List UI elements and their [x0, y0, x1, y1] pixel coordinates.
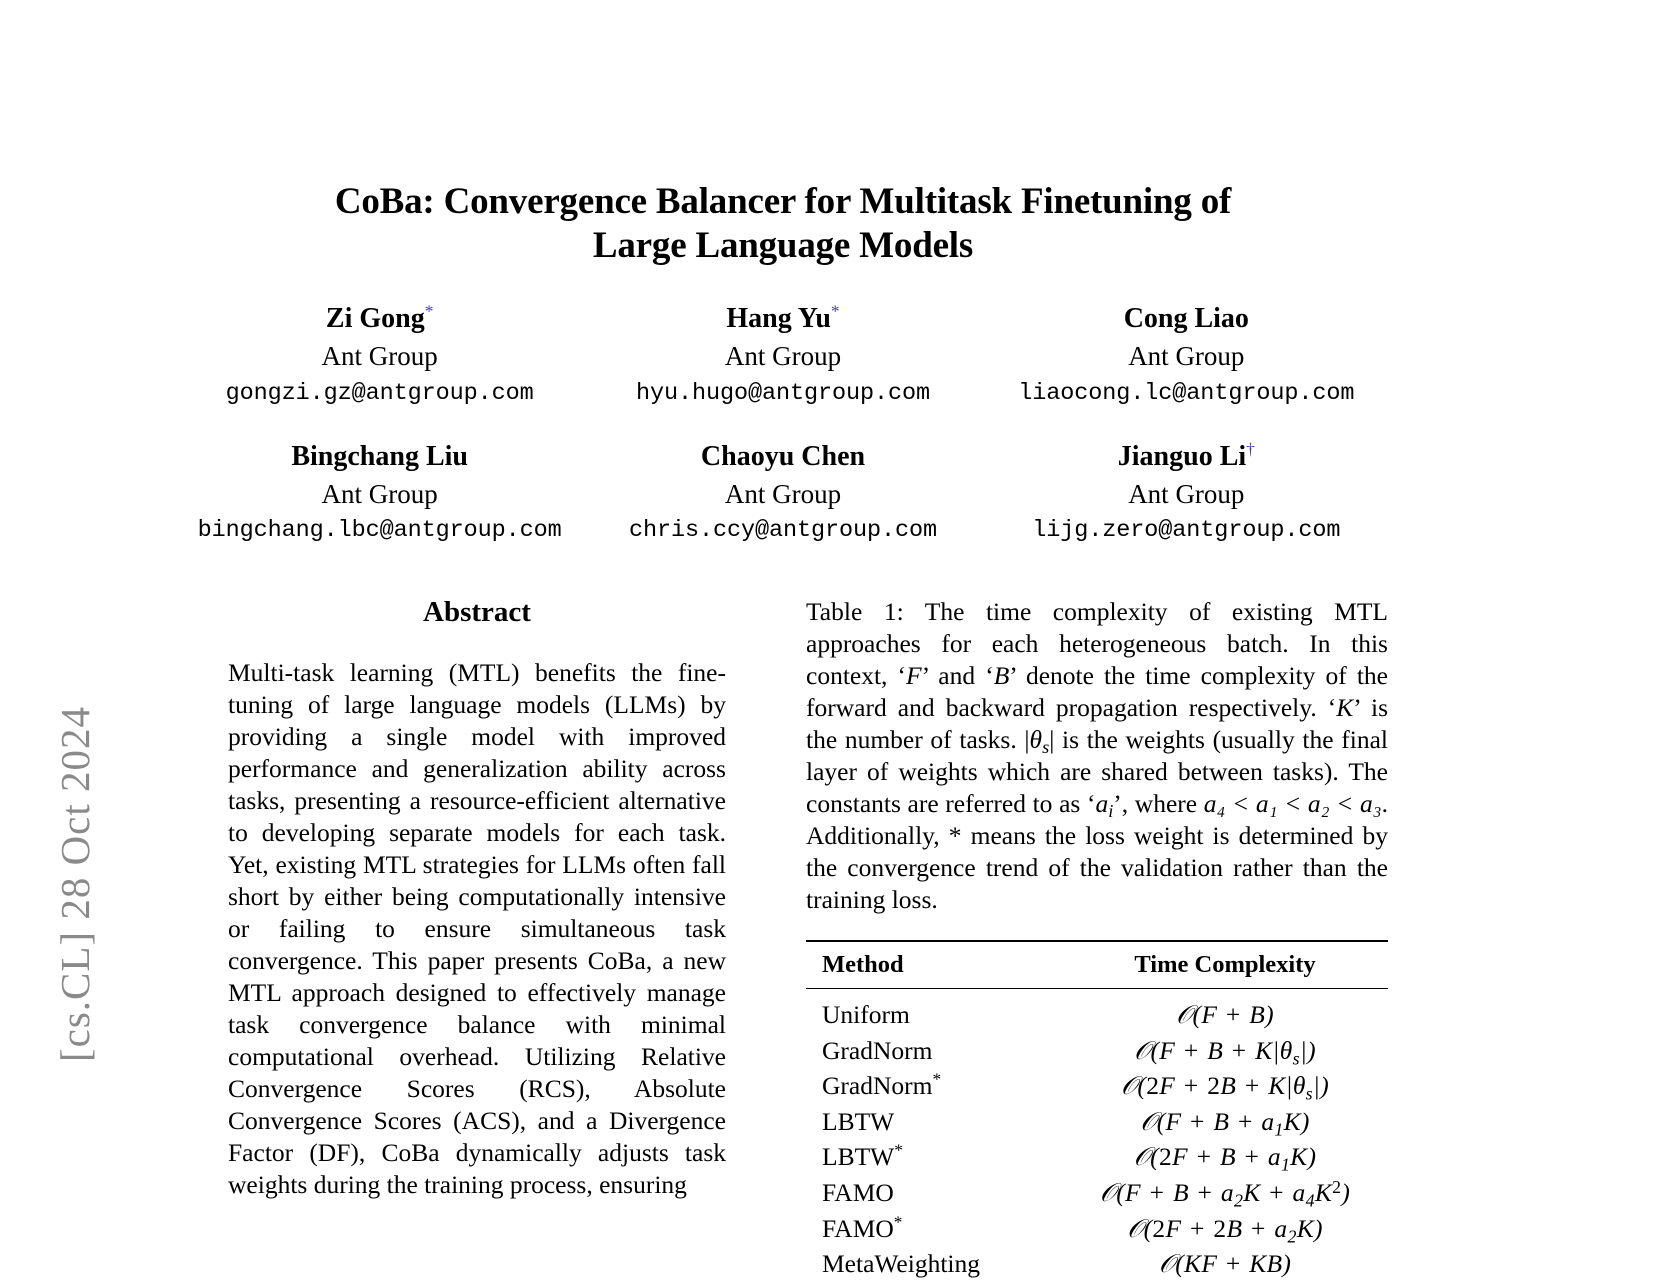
math-inequality: a₄ < a₁ < a₂ < a₃ [1203, 789, 1382, 819]
right-column [806, 596, 1388, 1282]
author-email[interactable]: chris.ccy@antgroup.com [628, 516, 938, 544]
abstract-body: Multi-task learning (MTL) benefits the fine-tuning of large language models (LLMs) by providing a single model with improved performance and generalization ability across tasks, presenting a resource-efficient alternative to developing separate models for each task. Yet, existing MTL strategies for LLMs often fall short by either being computationally intensive or failing to ensure simultaneous task convergence. This paper presents CoBa, a new MTL approach designed to effectively manage task convergence balance with minimal computational overhead. Utilizing Relative Convergence Scores (RCS), Absolute Convergence Scores (ACS), and a Divergence Factor (DF), CoBa dynamically adjusts task weights during the training process, ensuring [228, 658, 726, 1200]
author-name [178, 439, 581, 476]
column-header-method: Method [806, 941, 1062, 989]
author-marker: * [424, 301, 434, 321]
left-column [228, 596, 726, 1282]
table-row [806, 1069, 1388, 1105]
cell-method: Uniform [822, 1000, 910, 1030]
math-F: F [906, 661, 922, 691]
author-name [178, 301, 581, 338]
author-name-text: Bingchang Liu [291, 440, 468, 472]
table-body [806, 989, 1388, 1282]
author-block [581, 439, 984, 548]
author-name-text: Zi Gong [325, 303, 425, 335]
cell-method: FAMO [822, 1177, 894, 1207]
author-block [985, 439, 1388, 548]
author-affiliation: Ant Group [724, 341, 842, 372]
table-row [806, 1104, 1388, 1140]
cell-method: FAMO* [822, 1212, 903, 1243]
paper-page [178, 0, 1388, 1279]
cell-time-complexity: 𝒪(2F + $2B + K|\theta_s|$) [1121, 1071, 1330, 1104]
cell-method: MetaWeighting [822, 1249, 980, 1279]
author-name-text: Chaoyu Chen [700, 440, 866, 472]
author-affiliation: Ant Group [1128, 341, 1245, 372]
table-row [806, 1211, 1388, 1247]
math-B: B [993, 661, 1010, 691]
page-title [178, 0, 1388, 267]
math-a: a [1095, 789, 1109, 819]
author-affiliation: Ant Group [321, 341, 438, 372]
abstract-heading: Abstract [423, 596, 531, 629]
table-row [806, 1140, 1388, 1176]
author-block [178, 301, 581, 410]
arxiv-stamp: [cs.CL] 28 Oct 2024 [52, 705, 98, 1063]
author-email[interactable]: gongzi.gz@antgroup.com [225, 379, 534, 407]
author-name-text: Cong Liao [1123, 303, 1249, 335]
title-line-2: Large Language Models [592, 224, 974, 266]
author-email[interactable]: lijg.zero@antgroup.com [1032, 516, 1341, 544]
author-block [581, 301, 984, 410]
table-caption-text-6: ’, where [1113, 789, 1204, 819]
cell-method: LBTW* [822, 1140, 903, 1172]
author-row [178, 301, 1388, 410]
author-affiliation: Ant Group [1128, 478, 1245, 509]
table-header [806, 941, 1388, 989]
table-row [806, 1175, 1388, 1211]
table-caption-text-5: | is the weights (usually the final layer of weights which are shared between tasks). The constants are referred to as ‘ [806, 725, 1388, 819]
cell-time-complexity: 𝒪(F + B) [1176, 1000, 1274, 1030]
table-caption-text-4: ’ is the number of tasks. | [806, 693, 1388, 755]
author-name [581, 439, 984, 476]
column-header-time-complexity: Time Complexity [1062, 941, 1388, 989]
table-row [806, 1247, 1388, 1282]
cell-method: GradNorm* [822, 1069, 942, 1101]
cell-time-complexity: 𝒪(F + $B + K|\theta_s|$) [1134, 1035, 1316, 1069]
author-name [581, 301, 984, 338]
author-marker: * [830, 301, 840, 321]
math-theta: θ [1029, 725, 1043, 755]
cell-time-complexity: 𝒪(F + $B + a_1K$) [1140, 1106, 1310, 1140]
table-caption [806, 596, 1388, 916]
author-name-text: Jianguo Li [1117, 440, 1247, 472]
author-name [985, 301, 1388, 338]
author-affiliation: Ant Group [724, 478, 842, 509]
math-K: K [1336, 693, 1354, 723]
math-theta-subscript: s [1042, 737, 1050, 758]
table-caption-text-7: . Additionally, * means the loss weight is determined by the convergence trend of the validation rather than the training loss. [806, 789, 1388, 915]
cell-method: GradNorm [822, 1035, 933, 1065]
author-email[interactable]: liaocong.lc@antgroup.com [1018, 379, 1355, 407]
cell-method: LBTW [822, 1106, 895, 1136]
table-row [806, 989, 1388, 1034]
math-a-subscript: i [1108, 801, 1114, 822]
author-row [178, 439, 1388, 548]
table-caption-text-1: The time complexity of existing MTL approaches for each heterogeneous batch. In this context, ‘ [806, 597, 1388, 691]
author-name-text: Hang Yu [726, 303, 831, 335]
cell-time-complexity: 𝒪(2F + $2B + a_2K$) [1127, 1213, 1323, 1246]
table-header-row [806, 941, 1388, 989]
column-gutter [726, 596, 806, 1282]
table-row [806, 1033, 1388, 1069]
body-columns [178, 596, 1388, 1282]
author-block [178, 439, 581, 548]
table-caption-text-3: ’ denote the time complexity of the forward and backward propagation respectively. ‘ [806, 661, 1388, 723]
table-caption-text-2: ’ and ‘ [921, 661, 994, 691]
author-affiliation: Ant Group [321, 478, 438, 509]
author-block [985, 301, 1388, 410]
author-marker: † [1246, 439, 1255, 459]
table-caption-label: Table 1: [806, 597, 904, 627]
title-line-1: CoBa: Convergence Balancer for Multitask Finetuning of [334, 181, 1232, 222]
cell-time-complexity: 𝒪(2F + $B + a_1K$) [1133, 1142, 1317, 1175]
cell-time-complexity: 𝒪(F + $B + a_2K + a_4K^2$) [1099, 1176, 1351, 1211]
complexity-table [806, 940, 1388, 1282]
author-email[interactable]: hyu.hugo@antgroup.com [635, 379, 931, 407]
author-email[interactable]: bingchang.lbc@antgroup.com [197, 516, 562, 544]
author-name [985, 439, 1388, 476]
cell-time-complexity: 𝒪(KF + KB) [1158, 1249, 1292, 1279]
